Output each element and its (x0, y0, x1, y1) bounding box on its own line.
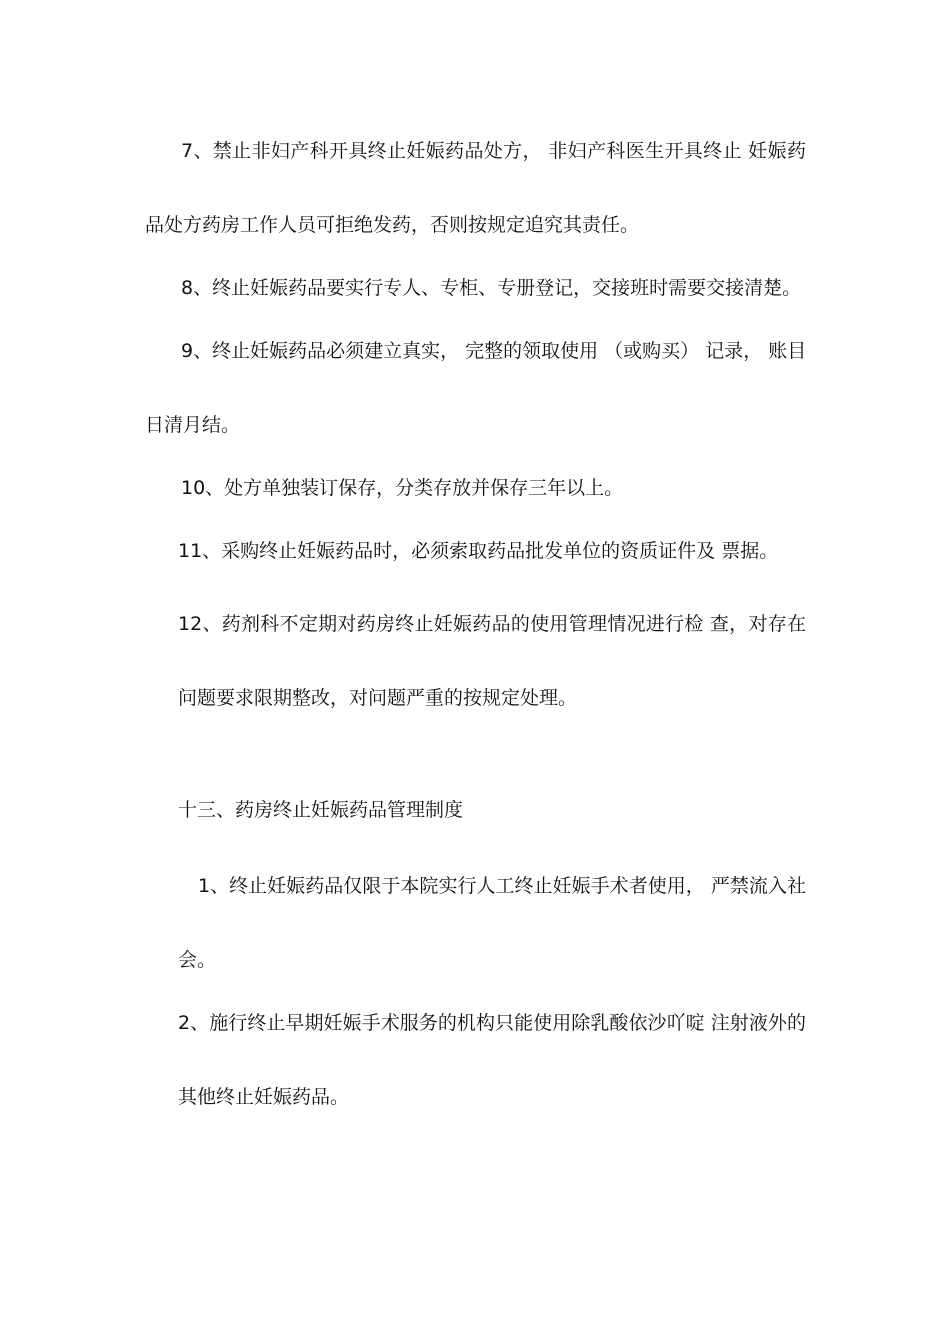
paragraph-9-line-1: 9、终止妊娠药品必须建立真实， 完整的领取使用 （或购买） 记录， 账目 (181, 340, 807, 362)
paragraph-8: 8、终止妊娠药品要实行专人、专柜、专册登记，交接班时需要交接清楚。 (181, 277, 802, 299)
section-13-item-1-line-2: 会。 (178, 949, 217, 971)
paragraph-9-line-2: 日清月结。 (145, 414, 241, 436)
paragraph-7-line-1: 7、禁止非妇产科开具终止妊娠药品处方， 非妇产科医生开具终止 妊娠药 (181, 140, 806, 162)
paragraph-10: 10、处方单独装订保存，分类存放并保存三年以上。 (181, 477, 624, 499)
paragraph-12-line-1: 12、药剂科不定期对药房终止妊娠药品的使用管理情况进行检 查，对存在 (178, 613, 806, 635)
paragraph-11: 11、采购终止妊娠药品时，必须索取药品批发单位的资质证件及 票据。 (178, 540, 779, 562)
section-13-item-2-line-1: 2、施行终止早期妊娠手术服务的机构只能使用除乳酸依沙吖啶 注射液外的 (178, 1012, 806, 1034)
section-heading-13: 十三、药房终止妊娠药品管理制度 (178, 799, 464, 821)
paragraph-7-line-2: 品处方药房工作人员可拒绝发药，否则按规定追究其责任。 (145, 214, 640, 236)
section-13-item-1-line-1: 1、终止妊娠药品仅限于本院实行人工终止妊娠手术者使用， 严禁流入社 (198, 875, 806, 897)
section-13-item-2-line-2: 其他终止妊娠药品。 (178, 1086, 350, 1108)
paragraph-12-line-2: 问题要求限期整改，对问题严重的按规定处理。 (178, 687, 578, 709)
